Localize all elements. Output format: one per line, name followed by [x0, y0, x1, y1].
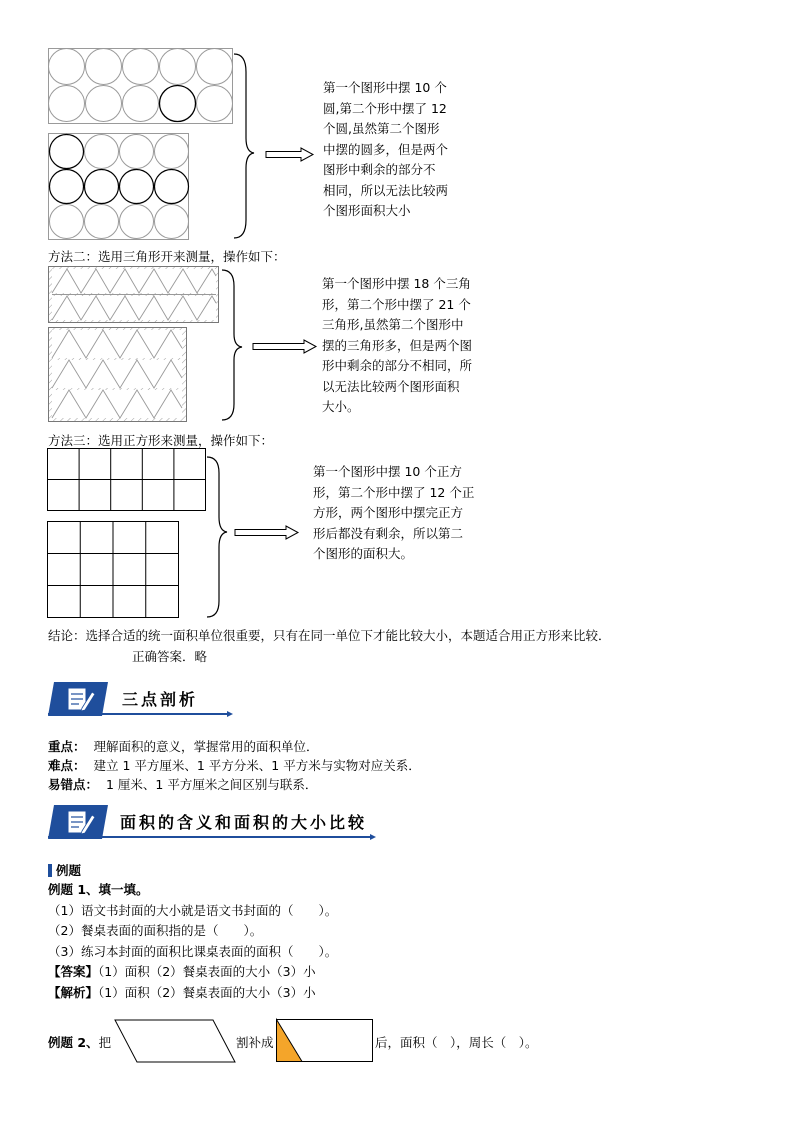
method2-line: 第一个图形中摆 18 个三角: [322, 276, 471, 291]
section-header-three-points: [48, 682, 233, 718]
key-point-label: 易错点：: [48, 777, 99, 792]
example-2-end: 后，面积（ ），周长（ ）。: [375, 1035, 538, 1050]
example-marker: [48, 864, 52, 877]
example-1-title: 例题 1、填一填。: [48, 882, 149, 897]
answer-label: 【答案】: [48, 964, 99, 979]
key-point-text: 建立 1 平方厘米、1 平方分米、1 平方米与实物对应关系．: [93, 758, 421, 773]
method3-line: 形后都没有剩余，所以第二: [313, 525, 464, 541]
method1-line: 相同，所以无法比较两: [323, 182, 449, 198]
notepad-icon: [48, 805, 108, 839]
arrow-icon: [252, 339, 318, 355]
example-heading: 例题: [56, 863, 82, 878]
key-point-row: [48, 756, 421, 775]
section-title: 面积的含义和面积的大小比较: [120, 813, 368, 832]
example-1-item: （3）练习本封面的面积比课桌表面的面积（ ）。: [48, 943, 338, 959]
method1-line: 图形中剩余的部分不: [323, 162, 436, 177]
method2-line: 大小。: [322, 399, 360, 414]
method3-line: 方形，两个图形中摆完正方: [313, 505, 464, 520]
parallelogram-shape: [114, 1019, 236, 1063]
rectangle-with-triangle-shape: [276, 1019, 374, 1063]
method1-line: 个圆,虽然第二个图形: [323, 121, 440, 136]
header-underline: [48, 836, 373, 838]
answer-row: [48, 962, 337, 983]
circles-figure-2: [48, 133, 190, 241]
key-point-row: [48, 737, 421, 756]
method1-line: 第一个图形中摆 10 个: [323, 80, 447, 95]
analysis-content: （1）面积（2）餐桌表面的大小（3）小: [98, 984, 316, 1000]
method2-line: 形，第二个形中摆了 21 个: [322, 296, 471, 312]
conclusion-text: 结论：选择合适的统一面积单位很重要，只有在同一单位下才能比较大小，本题适合用正方形来比较．: [48, 628, 611, 643]
section-header-area-meaning: [48, 805, 378, 841]
arrow-icon: [234, 525, 300, 541]
triangles-figure-2: [48, 327, 188, 423]
brace-1: [232, 52, 262, 242]
method1-line: 个图形面积大小: [323, 203, 411, 218]
key-point-text: 理解面积的意义，掌握常用的面积单位．: [93, 739, 319, 754]
arrow-icon: [265, 147, 315, 163]
brace-3: [205, 455, 235, 620]
example-1-item: （2）餐桌表面的面积指的是（ ）。: [48, 923, 263, 938]
method1-line: 圆,第二个形中摆了 12: [323, 100, 447, 116]
method2-line: 以无法比较两个图形面积: [322, 378, 460, 394]
example-2-prefix: 例题 2、把: [48, 1035, 112, 1050]
key-point-label: 重点：: [48, 739, 86, 754]
header-underline: [48, 713, 231, 715]
answer-content: （1）面积（2）餐桌表面的大小（3）小: [98, 964, 316, 979]
header-underline-arrow: [370, 834, 376, 840]
method2-line: 三角形,虽然第二个图形中: [322, 317, 464, 332]
method3-line: 形，第二个形中摆了 12 个正: [313, 484, 475, 500]
method1-line: 中摆的圆多，但是两个: [323, 141, 449, 157]
analysis-row: [48, 983, 337, 1004]
method2-line: 形中剩余的部分不相同，所: [322, 358, 473, 373]
circles-figure-1: [48, 48, 234, 124]
header-underline-arrow: [227, 711, 233, 717]
section-title: 三点剖析: [122, 690, 199, 709]
example-1-item: （1）语文书封面的大小就是语文书封面的（ ）。: [48, 902, 338, 918]
key-point-row: [48, 775, 421, 794]
squares-figure-1: [47, 448, 207, 512]
answer-text: 正确答案．略: [132, 649, 208, 664]
method3-line: 第一个图形中摆 10 个正方: [313, 464, 462, 479]
triangles-figure-1: [48, 266, 220, 324]
squares-figure-2: [47, 521, 181, 619]
method3-line: 个图形的面积大。: [313, 546, 414, 561]
example-2-middle: 割补成: [236, 1035, 274, 1050]
method2-line: 摆的三角形多，但是两个图: [322, 337, 473, 353]
analysis-label: 【解析】: [48, 984, 99, 1000]
notepad-icon: [48, 682, 108, 716]
brace-2: [220, 268, 250, 423]
method3-heading: 方法三：选用正方形来测量，操作如下：: [48, 433, 274, 448]
key-point-text: 1 厘米、1 平方厘米之间区别与联系．: [105, 777, 318, 792]
method2-heading: 方法二：选用三角形开来测量，操作如下：: [48, 249, 286, 264]
key-point-label: 难点：: [48, 758, 86, 773]
